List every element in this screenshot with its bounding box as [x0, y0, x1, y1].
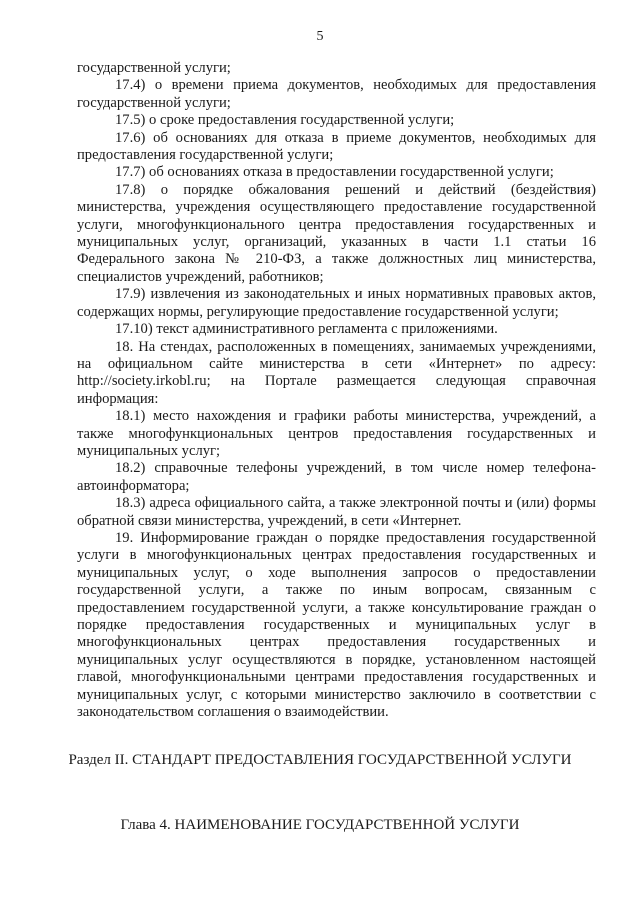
paragraph: 19. Информирование граждан о порядке предоставления государственной услуги в многофункциональных центрах предоставления государственных и муниципальных услуг, о ходе выполнения запросов о предоставлении государственной услуги, а также по иным вопросам, связанным с предоставлением государственной услуги, а также консультирование граждан о порядке предоставления государственных и муниципальных услуг в многофункциональных центрах предоставления государственных и муниципальных услуг осуществляются в порядке, установленном настоящей главой, многофункциональными центрами предоставления государственных и муниципальных услуг, с которыми министерство заключило в соответствии с законодательством соглашения о взаимодействии.: [77, 529, 596, 721]
paragraph: 17.4) о времени приема документов, необходимых для предоставления государственной услуги;: [77, 77, 596, 111]
paragraph: 17.10) текст административного регламента с приложениями.: [115, 321, 498, 338]
paragraph: 17.9) извлечения из законодательных и иных нормативных правовых актов, содержащих нормы, регулирующие предоставление государственной услуги;: [77, 286, 596, 320]
paragraph: 18.1) место нахождения и графики работы министерства, учреждений, а также многофункциональных центров предоставления государственных и муниципальных услуг;: [77, 408, 596, 459]
paragraph: 18.2) справочные телефоны учреждений, в том числе номер телефона-автоинформатора;: [77, 460, 596, 494]
document-body: [77, 60, 596, 721]
paragraph: государственной услуги;: [77, 60, 231, 76]
chapter-heading: Глава 4. НАИМЕНОВАНИЕ ГОСУДАРСТВЕННОЙ УСЛУГИ: [120, 817, 520, 833]
paragraph: 17.6) об основаниях для отказа в приеме документов, необходимых для предоставления государственной услуги;: [77, 129, 596, 164]
paragraph: 18. На стендах, расположенных в помещениях, занимаемых учреждениями, на официальном сайте министерства в сети «Интернет» по адресу: http://society.irkobl.ru; на Портале размещается следующая справочная информация:: [77, 338, 596, 407]
section-heading: Раздел II. СТАНДАРТ ПРЕДОСТАВЛЕНИЯ ГОСУДАРСТВЕННОЙ УСЛУГИ: [68, 752, 572, 768]
paragraph: 18.3) адреса официального сайта, а также электронной почты и (или) формы обратной связи министерства, учреждений, в сети «Интернет.: [77, 495, 596, 529]
paragraph: 17.7) об основаниях отказа в предоставлении государственной услуги;: [115, 164, 554, 181]
paragraph: 17.5) о сроке предоставления государственной услуги;: [115, 112, 455, 129]
paragraph: 17.8) о порядке обжалования решений и действий (бездействия) министерства, учреждения осуществляющего предоставление государственной услуги, многофункционального центра предоставления государственных и муниципальных услуг, организаций, указанных в части 1.1 статьи 16 Федерального закона № 210-ФЗ, а также должностных лиц министерства, специалистов учреждений, работников;: [77, 181, 596, 285]
page-number: 5: [316, 29, 324, 44]
